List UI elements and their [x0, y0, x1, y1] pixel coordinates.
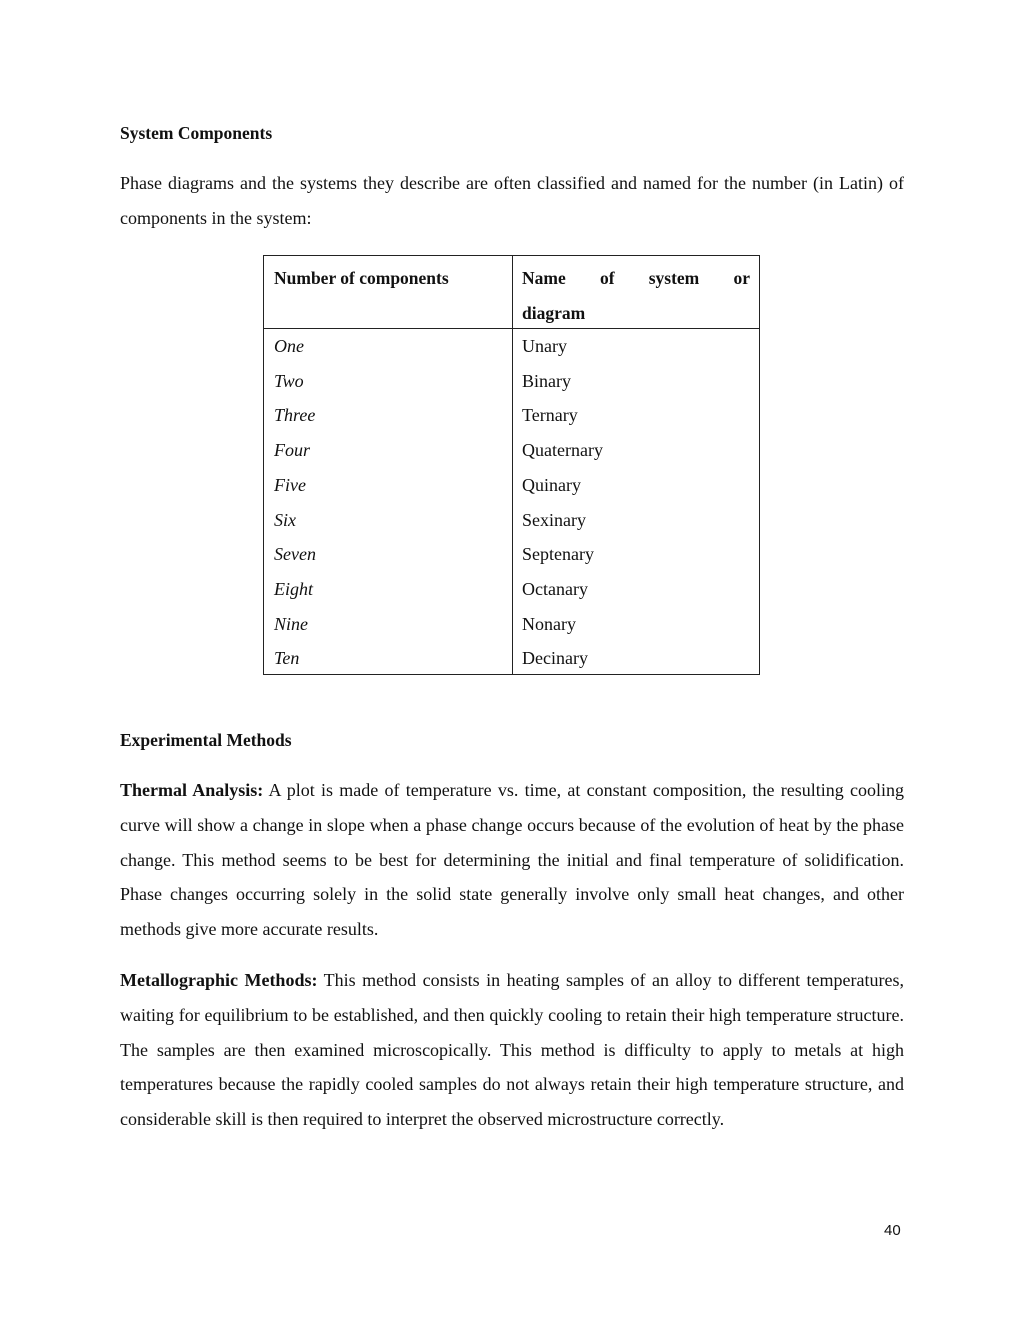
- thermal-analysis-paragraph: [120, 773, 904, 947]
- table-cell-name: Binary: [522, 370, 571, 391]
- header-word: or: [733, 268, 750, 288]
- metallographic-methods-label: Metallographic Methods:: [120, 970, 318, 990]
- table-header-number-of-components: Number of components: [274, 268, 449, 288]
- header-word: diagram: [522, 302, 586, 323]
- header-word: Name: [522, 268, 566, 288]
- section-heading-system-components: System Components: [120, 123, 273, 143]
- table-cell-count: Five: [274, 474, 306, 495]
- table-cell-count: One: [274, 336, 304, 356]
- thermal-analysis-label: Thermal Analysis:: [120, 780, 264, 800]
- intro-paragraph: Phase diagrams and the systems they describe are often classified and named for the number (in Latin) of components in the system:: [120, 173, 904, 228]
- table-cell-name: Nonary: [522, 613, 576, 634]
- table-cell-count: Six: [274, 509, 296, 530]
- table-cell-count: Nine: [274, 613, 308, 634]
- table-cell-count: Two: [274, 370, 304, 391]
- page-number: 40: [884, 1222, 901, 1239]
- thermal-analysis-text: A plot is made of temperature vs. time, at constant composition, the resulting cooling curve will show a change in slope when a phase change occurs because of the evolution of heat by the phase change. This method seems to be best for determining the initial and final temperature of solidification. Phase changes occurring solely in the solid state generally involve only small heat changes, and other methods give more accurate results.: [120, 780, 905, 940]
- table-cell-name: Quaternary: [522, 440, 603, 461]
- table-header-name-of-system: [522, 261, 750, 331]
- system-name-column: [522, 329, 603, 676]
- table-cell-count: Four: [274, 440, 310, 461]
- table-cell-name: Decinary: [522, 648, 588, 669]
- table-cell-name: Octanary: [522, 578, 588, 599]
- table-cell-name: Quinary: [522, 474, 581, 495]
- metallographic-methods-text: This method consists in heating samples of an alloy to different temperatures, waiting for equilibrium to be established, and then quickly cooling to retain their high temperature structure. The samples are then examined microscopically. This method is difficulty to apply to metals at high temperatures because the rapidly cooled samples do not always retain their high temperature structure, and considerable skill is then required to interpret the observed microstructure correctly.: [120, 970, 905, 1130]
- components-table: [263, 255, 760, 675]
- table-cell-count: Eight: [274, 578, 313, 599]
- header-word: system: [648, 268, 700, 288]
- table-cell-count: Ten: [274, 648, 300, 669]
- section-heading-experimental-methods: Experimental Methods: [120, 730, 292, 750]
- table-cell-name: Unary: [522, 336, 567, 356]
- table-cell-name: Ternary: [522, 405, 578, 426]
- table-column-divider: [512, 256, 513, 674]
- metallographic-methods-paragraph: [120, 963, 904, 1137]
- table-cell-count: Three: [274, 405, 316, 426]
- table-cell-name: Septenary: [522, 544, 594, 565]
- table-cell-count: Seven: [274, 544, 316, 565]
- table-cell-name: Sexinary: [522, 509, 586, 530]
- component-count-column: [274, 329, 316, 676]
- header-word: of: [599, 268, 615, 288]
